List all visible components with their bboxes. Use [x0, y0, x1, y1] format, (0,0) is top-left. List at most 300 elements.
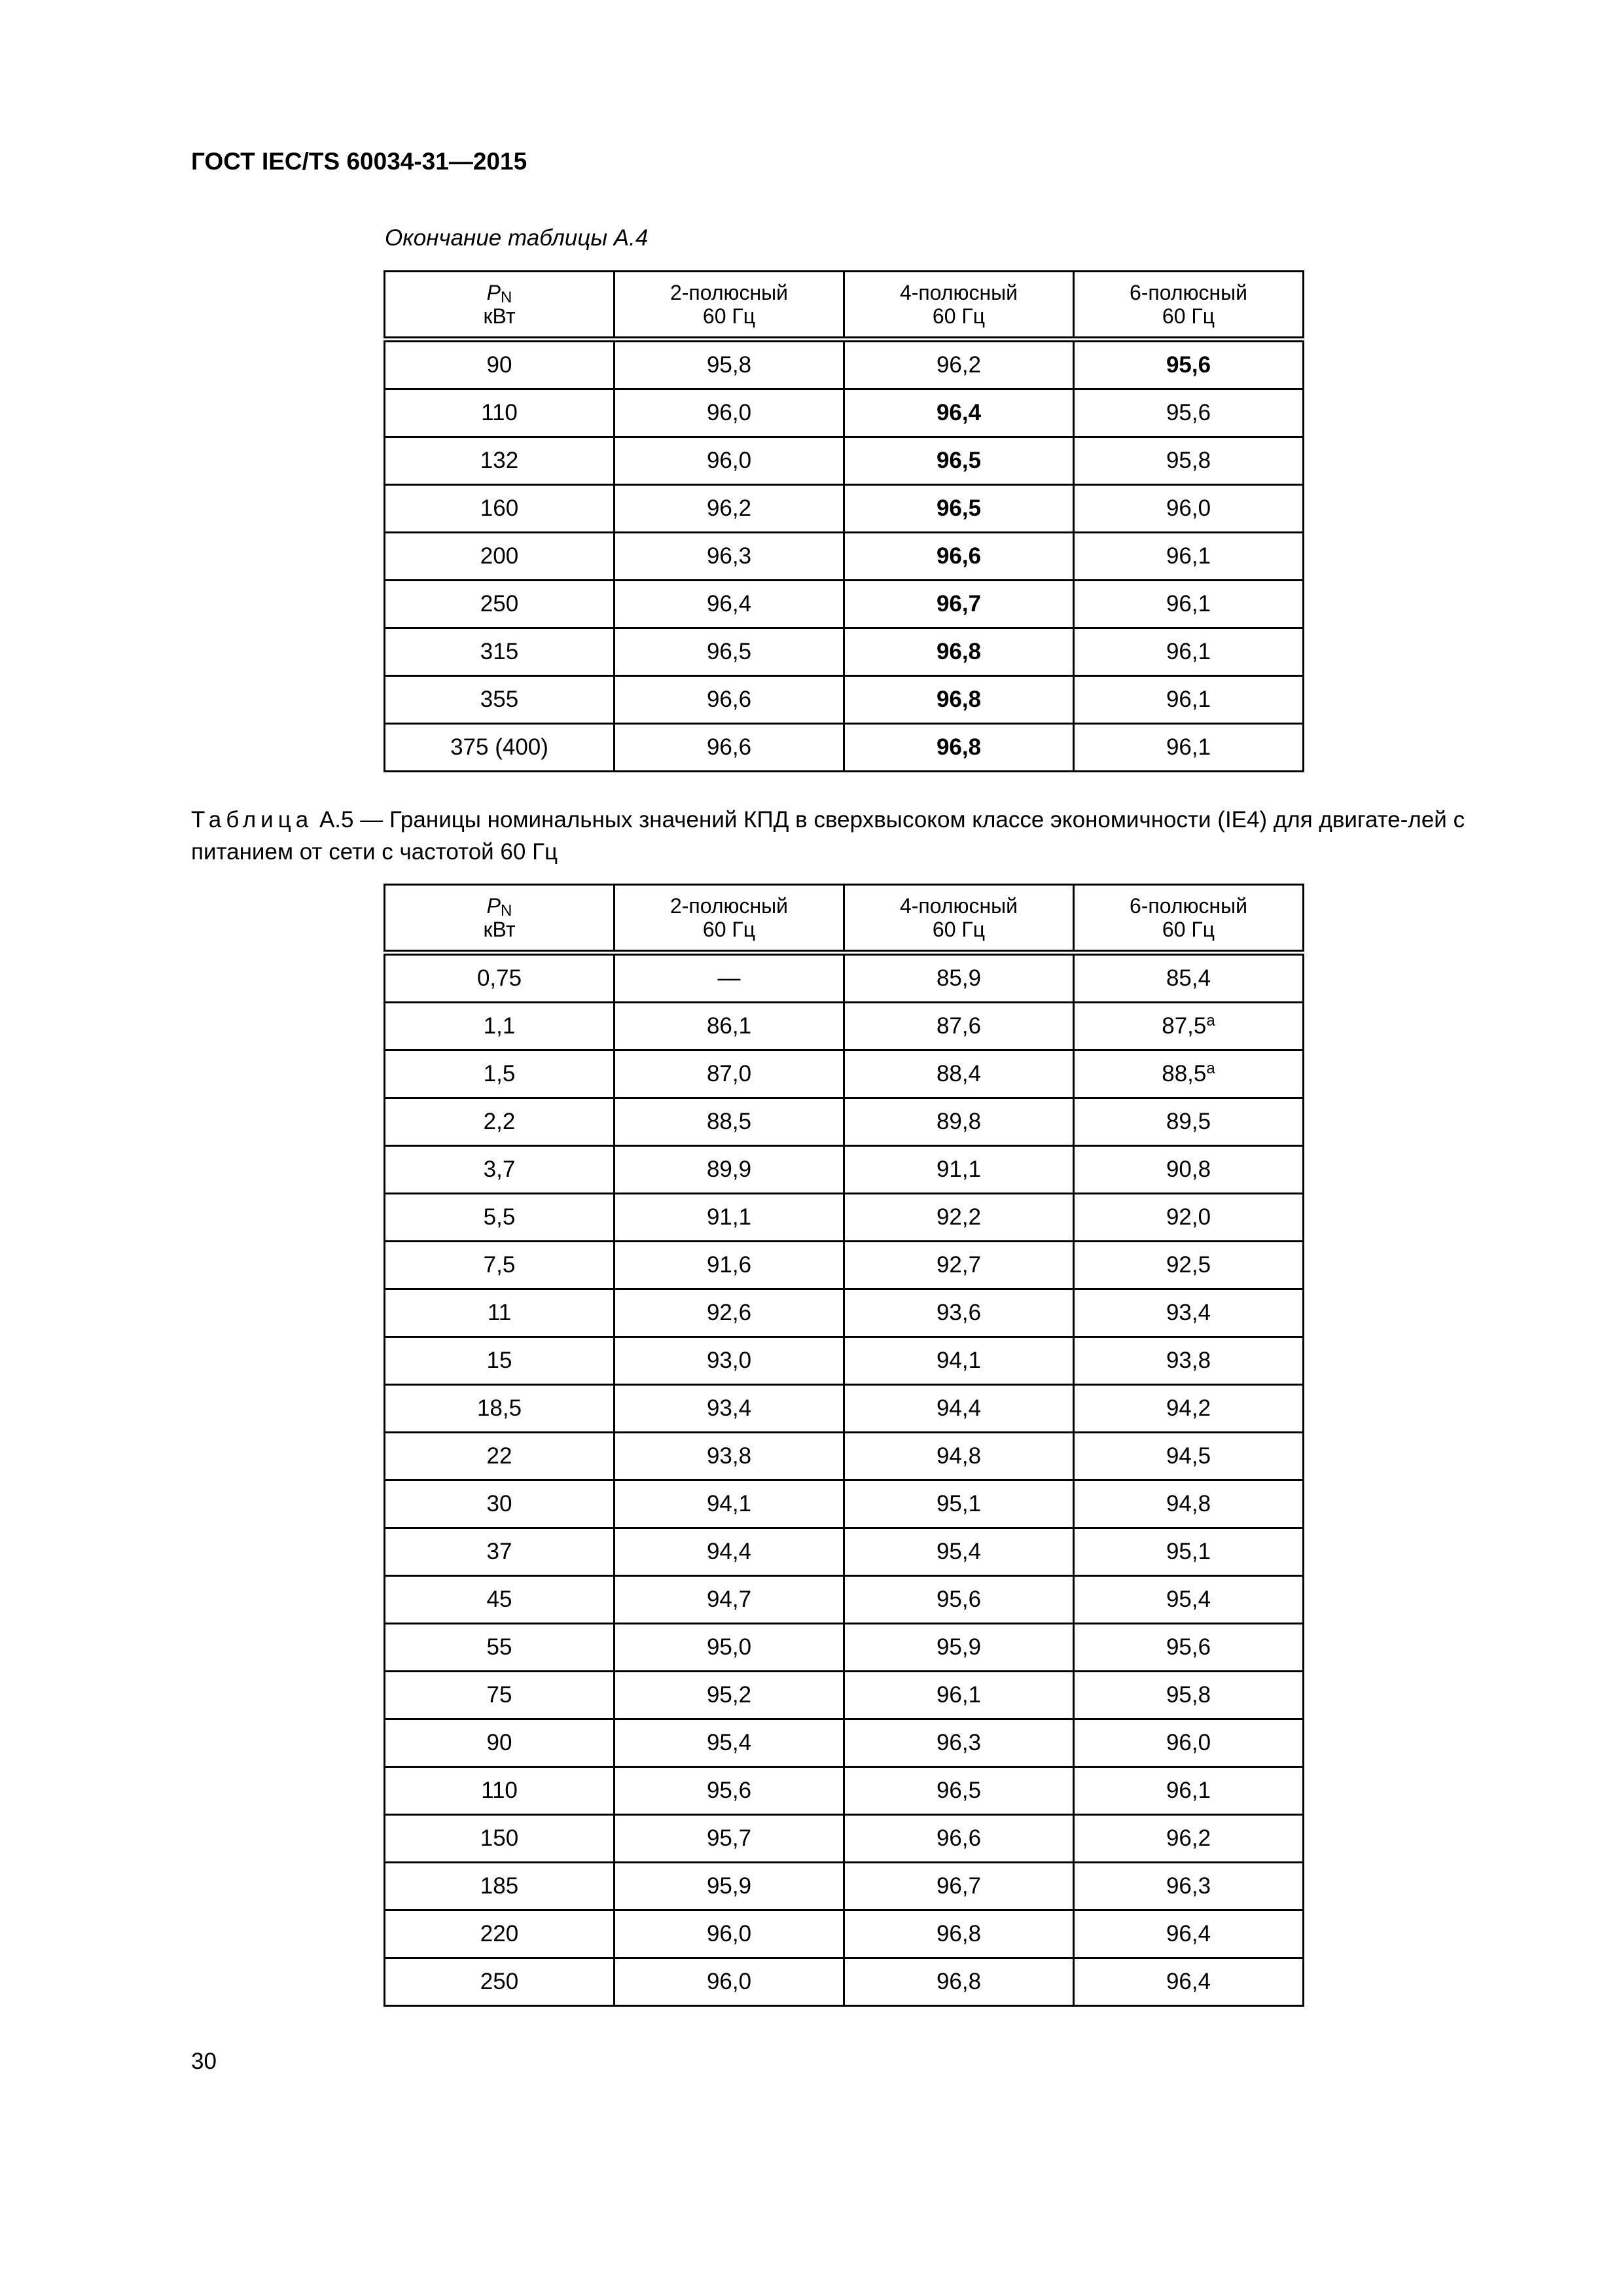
table-cell — [844, 1480, 1074, 1528]
table-cell — [844, 533, 1074, 581]
table-row — [385, 1003, 1304, 1050]
table-cell — [615, 1337, 844, 1385]
table-cell — [1074, 1194, 1304, 1242]
cell-value: 94,1 — [936, 1348, 982, 1373]
table-cell — [615, 1767, 844, 1815]
table-header-row — [385, 272, 1304, 340]
table-cell — [844, 1815, 1074, 1863]
cell-value: 88,5 — [1162, 1061, 1207, 1086]
table-cell — [615, 1003, 844, 1050]
cell-value: 89,9 — [706, 1157, 752, 1182]
table-cell — [844, 1098, 1074, 1146]
table-cell — [1074, 953, 1304, 1003]
table-row — [385, 1767, 1304, 1815]
table-cell — [615, 724, 844, 772]
table-cell — [844, 724, 1074, 772]
table-cell — [385, 1624, 615, 1672]
table-cell — [385, 1050, 615, 1098]
table-row — [385, 1528, 1304, 1576]
power-symbol: P — [486, 894, 501, 918]
cell-value: 96,4 — [706, 591, 752, 617]
cell-value: 88,4 — [936, 1061, 982, 1086]
table-a5-caption — [191, 804, 1487, 868]
cell-value: 95,8 — [1166, 1682, 1211, 1708]
cell-value: 92,7 — [936, 1252, 982, 1278]
cell-value: 89,8 — [936, 1109, 982, 1134]
table-cell — [1074, 1910, 1304, 1958]
cell-value: 93,0 — [706, 1348, 752, 1373]
cell-value: 95,7 — [706, 1825, 752, 1851]
cell-value: 37 — [486, 1539, 512, 1564]
header-line1: 2-полюсный — [669, 894, 789, 918]
cell-value: 96,0 — [1166, 495, 1211, 521]
cell-value: 200 — [480, 543, 519, 569]
cell-value: 96,8 — [936, 1969, 982, 1994]
table-cell — [1074, 1815, 1304, 1863]
table-cell — [1074, 1958, 1304, 2006]
cell-value: 96,8 — [936, 639, 982, 664]
cell-value: 96,3 — [936, 1730, 982, 1755]
header-line2: 60 Гц — [1162, 918, 1215, 941]
table-cell — [385, 1863, 615, 1910]
cell-value: 87,0 — [706, 1061, 752, 1086]
cell-value: 95,6 — [936, 1587, 982, 1612]
table-cell — [844, 1624, 1074, 1672]
table-cell — [844, 1003, 1074, 1050]
table-cell — [844, 1958, 1074, 2006]
table-row — [385, 1242, 1304, 1289]
table-cell — [844, 1528, 1074, 1576]
power-unit: кВт — [483, 918, 516, 941]
cell-value: 92,5 — [1166, 1252, 1211, 1278]
table-cell — [385, 1337, 615, 1385]
cell-value: 96,1 — [1166, 734, 1211, 760]
cell-value: 96,6 — [706, 687, 752, 712]
table-row — [385, 1672, 1304, 1719]
table-row — [385, 1910, 1304, 1958]
table-cell — [385, 437, 615, 485]
table-cell — [385, 340, 615, 389]
table-cell — [385, 1958, 615, 2006]
table-cell — [615, 1242, 844, 1289]
header-line1: 6-полюсный — [1129, 894, 1248, 918]
table-cell — [1074, 676, 1304, 724]
cell-value: 91,1 — [706, 1204, 752, 1230]
table-cell — [615, 1719, 844, 1767]
table-row — [385, 533, 1304, 581]
cell-value: 55 — [486, 1634, 512, 1660]
cell-value: 96,8 — [936, 734, 982, 760]
table-cell — [615, 1289, 844, 1337]
cell-value: 95,1 — [936, 1491, 982, 1516]
cell-value: 45 — [486, 1587, 512, 1612]
cell-value: 96,3 — [1166, 1873, 1211, 1899]
table-cell — [844, 1194, 1074, 1242]
table-cell — [385, 1767, 615, 1815]
table-cell — [615, 628, 844, 676]
cell-value: 375 (400) — [450, 734, 548, 760]
table-cell — [615, 1146, 844, 1194]
table-cell — [1074, 1242, 1304, 1289]
header-line2: 60 Гц — [1162, 304, 1215, 328]
cell-value: 95,9 — [936, 1634, 982, 1660]
table-cell — [844, 1289, 1074, 1337]
cell-value: 96,1 — [1166, 687, 1211, 712]
cell-value: 87,6 — [936, 1013, 982, 1039]
cell-value: 85,4 — [1166, 965, 1211, 991]
table-cell — [1074, 1146, 1304, 1194]
cell-value: 96,0 — [706, 448, 752, 473]
table-row — [385, 1050, 1304, 1098]
table-a5-caption-prefix: Таблица — [191, 807, 313, 833]
table-cell — [615, 1672, 844, 1719]
table-a5-caption-text: А.5 — Границы номинальных значений КПД в сверхвысоком классе экономичности (IE4) для двигате-лей с питанием от сети с частотой 60 Гц — [191, 807, 1465, 865]
cell-value: 96,6 — [706, 734, 752, 760]
table-cell — [844, 1242, 1074, 1289]
table-cell — [615, 340, 844, 389]
cell-value: 94,4 — [936, 1395, 982, 1421]
table-row — [385, 1815, 1304, 1863]
table-cell — [385, 533, 615, 581]
table-row — [385, 437, 1304, 485]
cell-value: 93,8 — [706, 1443, 752, 1469]
table-cell — [615, 1528, 844, 1576]
table-row — [385, 1433, 1304, 1480]
table-cell — [385, 953, 615, 1003]
cell-value: 250 — [480, 1969, 519, 1994]
page-number: 30 — [191, 2049, 217, 2074]
cell-value: 75 — [486, 1682, 512, 1708]
header-cell — [385, 272, 615, 340]
table-cell — [1074, 1433, 1304, 1480]
table-cell — [385, 1528, 615, 1576]
table-cell — [844, 1050, 1074, 1098]
cell-value: 96,0 — [706, 400, 752, 425]
table-cell — [615, 485, 844, 533]
cell-value: 11 — [487, 1300, 512, 1325]
table-cell — [1074, 1672, 1304, 1719]
document-header: ГОСТ IEC/TS 60034-31—2015 — [191, 148, 527, 175]
cell-value: 96,7 — [936, 1873, 982, 1899]
header-line2: 60 Гц — [702, 918, 756, 941]
table-cell — [844, 1719, 1074, 1767]
power-subscript: N — [501, 902, 512, 920]
table-row — [385, 676, 1304, 724]
cell-value: 250 — [480, 591, 519, 617]
header-line2: 60 Гц — [702, 304, 756, 328]
table-cell — [844, 1385, 1074, 1433]
cell-value: 94,4 — [706, 1539, 752, 1564]
table-cell — [615, 1910, 844, 1958]
table-header-row — [385, 885, 1304, 953]
table-cell — [615, 1815, 844, 1863]
table-cell — [1074, 1480, 1304, 1528]
cell-value: 92,2 — [936, 1204, 982, 1230]
table-cell — [1074, 1863, 1304, 1910]
header-line1: 4-полюсный — [899, 281, 1018, 304]
table-row — [385, 1576, 1304, 1624]
header-line2: 60 Гц — [932, 918, 986, 941]
table-cell — [844, 1672, 1074, 1719]
table-row — [385, 389, 1304, 437]
cell-value: 5,5 — [483, 1204, 516, 1230]
cell-value: 93,4 — [706, 1395, 752, 1421]
table-cell — [1074, 581, 1304, 628]
table-row — [385, 953, 1304, 1003]
cell-value: 94,5 — [1166, 1443, 1211, 1469]
cell-value: 96,5 — [706, 639, 752, 664]
table-cell — [385, 485, 615, 533]
table-cell — [615, 437, 844, 485]
cell-value: 110 — [481, 1778, 518, 1803]
table-cell — [385, 1385, 615, 1433]
cell-value: 96,1 — [1166, 591, 1211, 617]
table-cell — [615, 1624, 844, 1672]
table-cell — [615, 1576, 844, 1624]
table-cell — [844, 953, 1074, 1003]
table-cell — [615, 1050, 844, 1098]
table-row — [385, 1480, 1304, 1528]
cell-value: 94,7 — [706, 1587, 752, 1612]
table-cell — [844, 1146, 1074, 1194]
cell-value: 220 — [480, 1921, 519, 1946]
cell-value: 96,7 — [936, 591, 982, 617]
table-cell — [615, 1863, 844, 1910]
cell-value: 96,2 — [1166, 1825, 1211, 1851]
cell-value: 96,0 — [706, 1969, 752, 1994]
cell-value: 90,8 — [1166, 1157, 1211, 1182]
cell-value: 95,9 — [706, 1873, 752, 1899]
table-row — [385, 1719, 1304, 1767]
cell-value: 92,6 — [706, 1300, 752, 1325]
cell-value: 1,1 — [483, 1013, 516, 1039]
table-row — [385, 485, 1304, 533]
table-cell — [1074, 1003, 1304, 1050]
table-cell — [1074, 628, 1304, 676]
table-a5-body — [385, 885, 1304, 2006]
cell-value: 95,8 — [706, 352, 752, 378]
cell-value: 90 — [486, 1730, 512, 1755]
table-row — [385, 1146, 1304, 1194]
table-cell — [615, 1385, 844, 1433]
cell-value: 160 — [480, 495, 519, 521]
header-cell — [385, 885, 615, 953]
header-cell — [1074, 272, 1304, 340]
table-a4-caption: Окончание таблицы А.4 — [385, 225, 649, 251]
table-cell — [615, 1958, 844, 2006]
table-cell — [385, 1910, 615, 1958]
header-cell — [844, 885, 1074, 953]
table-cell — [844, 1910, 1074, 1958]
table-cell — [615, 1480, 844, 1528]
cell-value: 87,5 — [1162, 1013, 1207, 1039]
table-cell — [385, 1098, 615, 1146]
table-cell — [1074, 724, 1304, 772]
table-cell — [615, 1098, 844, 1146]
cell-value: 15 — [486, 1348, 512, 1373]
table-row — [385, 1194, 1304, 1242]
table-cell — [385, 1815, 615, 1863]
cell-value: 96,1 — [1166, 639, 1211, 664]
table-cell — [615, 581, 844, 628]
table-cell — [1074, 340, 1304, 389]
cell-value: 96,0 — [1166, 1730, 1211, 1755]
header-cell — [615, 272, 844, 340]
cell-value: 94,8 — [1166, 1491, 1211, 1516]
header-line1: 6-полюсный — [1129, 281, 1248, 304]
cell-value: 96,1 — [936, 1682, 982, 1708]
cell-value: 96,1 — [1166, 543, 1211, 569]
cell-value: 93,4 — [1166, 1300, 1211, 1325]
cell-value: 96,5 — [936, 495, 982, 521]
cell-value: 95,8 — [1166, 448, 1211, 473]
table-cell — [1074, 437, 1304, 485]
table-cell — [844, 1576, 1074, 1624]
cell-value: 96,4 — [1166, 1921, 1211, 1946]
table-row — [385, 1863, 1304, 1910]
cell-value: 93,8 — [1166, 1348, 1211, 1373]
cell-value: 96,0 — [706, 1921, 752, 1946]
table-cell — [1074, 485, 1304, 533]
table-cell — [844, 340, 1074, 389]
table-cell — [844, 1337, 1074, 1385]
table-cell — [385, 1194, 615, 1242]
table-cell — [844, 676, 1074, 724]
cell-value: 90 — [486, 352, 512, 378]
cell-value: 95,6 — [1166, 1634, 1211, 1660]
cell-value: 96,2 — [706, 495, 752, 521]
cell-value: 88,5 — [706, 1109, 752, 1134]
cell-value: 91,1 — [936, 1157, 982, 1182]
table-cell — [615, 389, 844, 437]
table-a4 — [383, 270, 1304, 772]
table-cell — [1074, 1385, 1304, 1433]
table-row — [385, 1624, 1304, 1672]
header-line2: 60 Гц — [932, 304, 986, 328]
cell-value: 96,8 — [936, 687, 982, 712]
table-cell — [1074, 1719, 1304, 1767]
cell-value: 18,5 — [476, 1395, 522, 1421]
cell-value: 94,2 — [1166, 1395, 1211, 1421]
table-cell — [1074, 1289, 1304, 1337]
cell-value: 96,6 — [936, 543, 982, 569]
table-cell — [385, 1242, 615, 1289]
table-cell — [1074, 533, 1304, 581]
table-cell — [615, 1433, 844, 1480]
cell-value: 95,1 — [1166, 1539, 1211, 1564]
cell-value: 96,3 — [706, 543, 752, 569]
cell-value: 30 — [486, 1491, 512, 1516]
cell-value: 3,7 — [483, 1157, 516, 1182]
table-cell — [615, 676, 844, 724]
cell-value: 95,6 — [1166, 400, 1211, 425]
table-cell — [1074, 1528, 1304, 1576]
header-cell — [1074, 885, 1304, 953]
cell-value: 93,6 — [936, 1300, 982, 1325]
table-cell — [1074, 1050, 1304, 1098]
table-cell — [385, 628, 615, 676]
cell-value: 132 — [480, 448, 519, 473]
table-row — [385, 1385, 1304, 1433]
cell-value: 150 — [480, 1825, 519, 1851]
table-row — [385, 628, 1304, 676]
table-cell — [844, 581, 1074, 628]
table-a5 — [383, 884, 1304, 2007]
table-cell — [385, 676, 615, 724]
cell-value: 1,5 — [483, 1061, 516, 1086]
power-subscript: N — [501, 289, 512, 306]
cell-value: 96,4 — [936, 400, 982, 425]
table-cell — [385, 389, 615, 437]
cell-value: 315 — [480, 639, 519, 664]
cell-value: 95,0 — [706, 1634, 752, 1660]
cell-value: 95,4 — [936, 1539, 982, 1564]
table-cell — [385, 1480, 615, 1528]
power-symbol: P — [486, 281, 501, 304]
header-line1: 2-полюсный — [669, 281, 789, 304]
cell-value: 95,4 — [1166, 1587, 1211, 1612]
cell-value: 95,4 — [706, 1730, 752, 1755]
cell-value: 110 — [481, 400, 518, 425]
header-cell — [844, 272, 1074, 340]
table-cell — [844, 628, 1074, 676]
table-cell — [844, 389, 1074, 437]
cell-value: 95,2 — [706, 1682, 752, 1708]
table-cell — [844, 1863, 1074, 1910]
cell-value: 96,8 — [936, 1921, 982, 1946]
table-row — [385, 1958, 1304, 2006]
table-row — [385, 1337, 1304, 1385]
table-cell — [385, 1289, 615, 1337]
cell-value: 7,5 — [483, 1252, 516, 1278]
cell-value: 22 — [486, 1443, 512, 1469]
cell-value: 89,5 — [1166, 1109, 1211, 1134]
table-cell — [385, 1672, 615, 1719]
footnote-mark: a — [1206, 1012, 1215, 1030]
table-cell — [844, 485, 1074, 533]
table-cell — [844, 1433, 1074, 1480]
table-cell — [385, 1003, 615, 1050]
cell-value: 0,75 — [476, 965, 522, 991]
table-cell — [615, 1194, 844, 1242]
table-cell — [844, 1767, 1074, 1815]
table-cell — [615, 533, 844, 581]
table-cell — [385, 581, 615, 628]
cell-value: 85,9 — [936, 965, 982, 991]
table-cell — [844, 437, 1074, 485]
cell-value: 96,6 — [936, 1825, 982, 1851]
cell-value: 95,6 — [1166, 352, 1211, 378]
cell-value: 2,2 — [483, 1109, 516, 1134]
table-a4-body — [385, 272, 1304, 772]
cell-value: 355 — [480, 687, 519, 712]
cell-value: 92,0 — [1166, 1204, 1211, 1230]
table-cell — [385, 724, 615, 772]
table-row — [385, 1098, 1304, 1146]
cell-value: 95,6 — [706, 1778, 752, 1803]
cell-value: — — [717, 965, 741, 991]
cell-value: 94,8 — [936, 1443, 982, 1469]
footnote-mark: a — [1206, 1060, 1215, 1077]
cell-value: 96,5 — [936, 1778, 982, 1803]
table-cell — [615, 953, 844, 1003]
table-row — [385, 724, 1304, 772]
table-cell — [1074, 1337, 1304, 1385]
cell-value: 86,1 — [706, 1013, 752, 1039]
cell-value: 185 — [480, 1873, 519, 1899]
cell-value: 91,6 — [706, 1252, 752, 1278]
table-cell — [385, 1719, 615, 1767]
